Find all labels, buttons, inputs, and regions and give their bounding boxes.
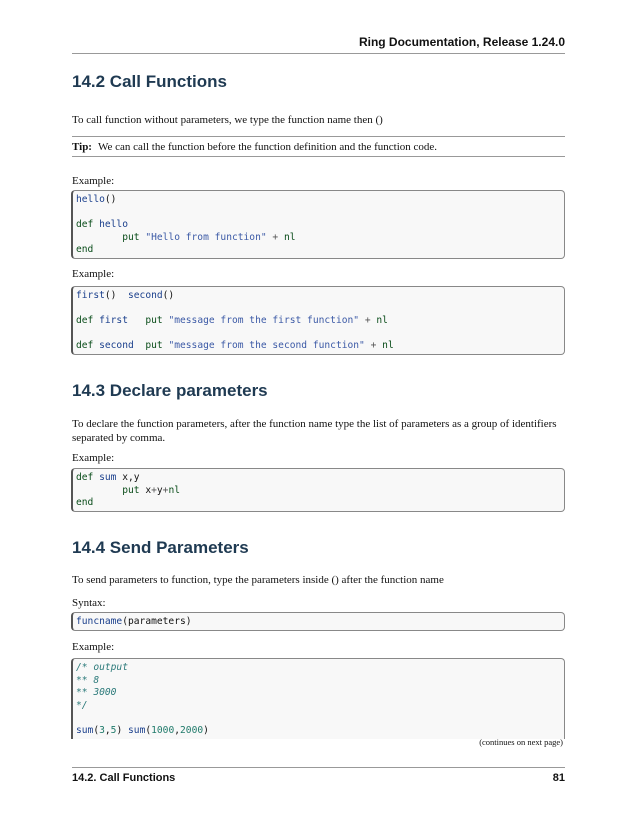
tip-top-rule	[72, 136, 565, 137]
footer-section: 14.2. Call Functions	[72, 772, 176, 784]
tip-label: Tip:	[72, 141, 92, 153]
header-rule	[72, 53, 565, 54]
page-footer	[72, 772, 565, 784]
code-block-hello: hello() def hello put "Hello from function" + nl end	[71, 190, 565, 259]
code-block-first-second: first() second() def first put "message from the first function" + nl def second put "message from the second function" + nl	[71, 286, 565, 355]
call-functions-intro: To call function without parameters, we type the function name then ()	[72, 114, 383, 126]
tip-box	[72, 140, 565, 154]
page-number: 81	[552, 772, 565, 784]
section-heading-send-parameters: 14.4 Send Parameters	[72, 538, 249, 557]
syntax-label: Syntax:	[72, 597, 106, 609]
section-heading-declare-parameters: 14.3 Declare parameters	[72, 381, 268, 400]
section-heading-call-functions: 14.2 Call Functions	[72, 72, 227, 91]
code-block-syntax: funcname(parameters)	[71, 612, 565, 631]
example-label: Example:	[72, 641, 115, 653]
running-header: Ring Documentation, Release 1.24.0	[358, 35, 565, 49]
code-block-sum-def: def sum x,y put x+y+nl end	[71, 468, 565, 512]
send-parameters-intro: To send parameters to function, type the parameters inside () after the function name	[72, 574, 444, 586]
example-label: Example:	[72, 452, 115, 464]
tip-bottom-rule	[72, 156, 565, 157]
declare-parameters-intro: To declare the function parameters, after the function name type the list of parameters as a group of identifiers separated by comma.	[72, 418, 557, 444]
continues-note: (continues on next page)	[479, 737, 563, 747]
footer-rule	[72, 767, 565, 768]
tip-text: We can call the function before the function definition and the function code.	[97, 141, 438, 153]
example-label: Example:	[72, 175, 115, 187]
example-label: Example:	[72, 268, 115, 280]
code-block-sum-call: /* output ** 8 ** 3000 */ sum(3,5) sum(1000,2000)	[71, 658, 565, 739]
